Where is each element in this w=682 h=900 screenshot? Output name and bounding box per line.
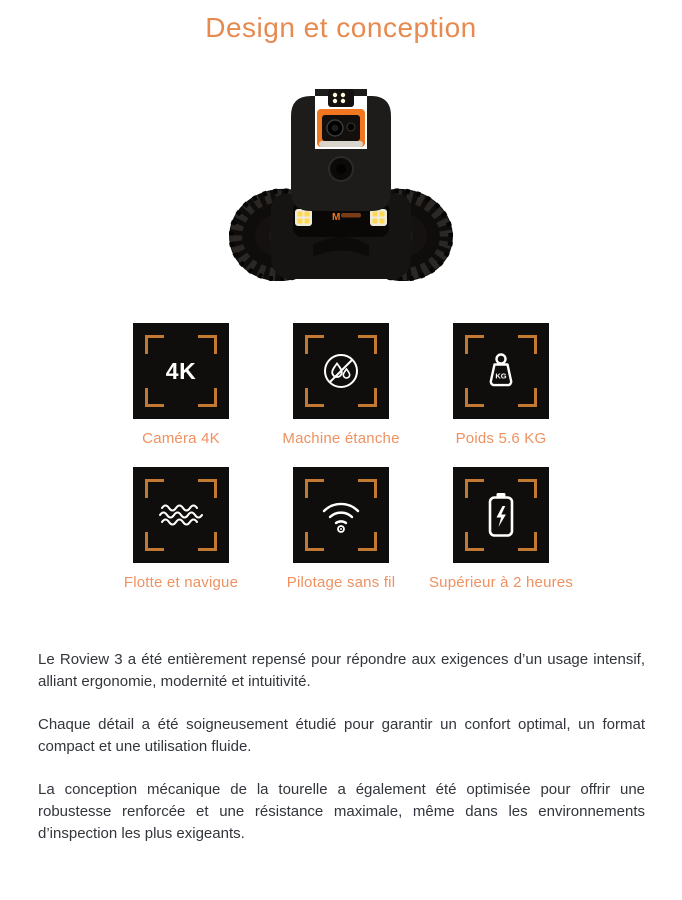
waterproof-icon — [320, 350, 362, 392]
weight-kg-icon — [481, 350, 521, 392]
waves-icon — [158, 502, 204, 528]
description-paragraph-1: Le Roview 3 a été entièrement repensé pour répondre aux exigences d’un usage intensif, alliant ergonomie, modernité et intuitivité. — [38, 651, 645, 690]
svg-text:M: M — [332, 212, 341, 223]
feature-wireless — [286, 467, 396, 591]
svg-text:KG: KG — [495, 371, 507, 381]
feature-label: Pilotage sans fil — [286, 574, 396, 591]
feature-tile — [453, 467, 549, 563]
feature-label: Poids 5.6 KG — [455, 430, 547, 447]
feature-label: Machine étanche — [282, 430, 400, 447]
feature-weight — [453, 323, 549, 447]
robot-image-container — [0, 89, 682, 281]
feature-battery — [428, 467, 574, 591]
feature-grid — [0, 323, 682, 591]
product-page — [0, 12, 682, 900]
top-led-panel — [328, 89, 354, 107]
feature-label: Caméra 4K — [142, 430, 220, 447]
robot-product-image — [229, 89, 453, 281]
feature-tile — [453, 323, 549, 419]
battery-icon — [487, 492, 515, 538]
page-title: Design et conception — [205, 12, 477, 43]
feature-tile — [133, 323, 229, 419]
camera-head-graphic — [317, 109, 365, 147]
feature-waterproof — [282, 323, 400, 447]
4k-camera-icon: 4K — [165, 357, 197, 384]
description-text — [38, 649, 645, 845]
front-led-cluster-right — [370, 209, 387, 226]
feature-tile — [293, 323, 389, 419]
feature-label: Supérieur à 2 heures — [428, 574, 574, 591]
feature-label: Flotte et navigue — [123, 574, 239, 591]
wifi-icon — [319, 496, 363, 534]
feature-tile — [133, 467, 229, 563]
feature-floats — [123, 467, 239, 591]
description-paragraph-2: Chaque détail a été soigneusement étudié pour garantir un confort optimal, un format compact et une utilisation fluide. — [38, 716, 645, 755]
feature-camera-4k — [133, 323, 229, 447]
front-led-cluster-left — [295, 209, 312, 226]
feature-tile — [293, 467, 389, 563]
description-paragraph-3: La conception mécanique de la tourelle a également été optimisée pour offrir une robustesse renforcée et une résistance maximale, même dans les environnements d’inspection les plus exigeants. — [38, 781, 645, 842]
